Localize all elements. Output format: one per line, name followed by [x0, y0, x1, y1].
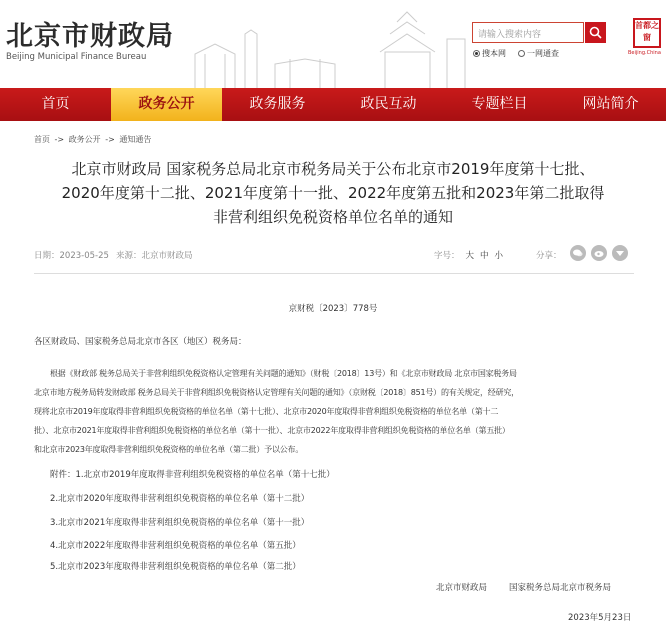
breadcrumb-home[interactable]: 首页: [34, 135, 50, 144]
wechat-icon[interactable]: [570, 245, 586, 261]
sign-date: 2023年5月23日: [568, 613, 632, 623]
search-input[interactable]: 请输入搜索内容: [472, 22, 584, 43]
nav-about[interactable]: 网站简介: [582, 96, 639, 112]
breadcrumb-government-affairs[interactable]: 政务公开: [68, 135, 101, 144]
radio-site-label: 搜本网: [482, 49, 506, 58]
signer-tax-bureau: 国家税务总局北京市税务局: [509, 583, 612, 593]
document-number: 京财税〔2023〕778号: [288, 304, 378, 314]
site-header: [0, 0, 666, 88]
capital-window-english: Beijing.China: [628, 50, 661, 56]
breadcrumb: [34, 134, 153, 145]
body-paragraph: [34, 364, 634, 459]
nav-government-affairs[interactable]: 政务公开: [111, 88, 222, 121]
font-size-medium[interactable]: 中: [480, 251, 489, 261]
title-line: 北京市财政局 国家税务总局北京市税务局关于公布北京市2019年度第十七批、: [71, 160, 595, 178]
paragraph-line: 根据《财政部 税务总局关于非营利组织免税资格认定管理有关问题的通知》（财税〔2018〕13号）和《北京市财政局 北京市国家税务局: [50, 369, 517, 378]
radio-dot-checked: [473, 50, 480, 57]
font-size-control: [434, 249, 503, 261]
weibo-icon[interactable]: [591, 245, 607, 261]
paragraph-line: 北京市地方税务局转发财政部 税务总局关于非营利组织免税资格认定管理有关问题的通知》（京财税〔2018〕851号）的有关规定，经研究，: [34, 388, 519, 397]
attachment-link[interactable]: 5.北京市2023年度取得非营利组织免税资格的单位名单（第二批）: [50, 562, 301, 572]
nav-home[interactable]: 首页: [41, 96, 70, 112]
radio-all-label: 一网通查: [527, 49, 559, 58]
attachment-link[interactable]: 3.北京市2021年度取得非营利组织免税资格的单位名单（第十一批）: [50, 518, 310, 528]
nav-special-topics[interactable]: 专题栏目: [471, 96, 528, 112]
radio-site-search[interactable]: [473, 48, 506, 59]
search-icon: [589, 26, 602, 39]
breadcrumb-separator: ->: [54, 135, 65, 144]
search-scope: [473, 48, 559, 59]
publish-date: 日期：2023-05-25: [34, 251, 109, 261]
nav-interaction[interactable]: 政民互动: [360, 96, 417, 112]
paragraph-line: 现将北京市2019年度取得非营利组织免税资格的单位名单（第十七批）、北京市2020年度取得非营利组织免税资格的单位名单（第十二: [34, 407, 499, 416]
seal-text: 首都之窗: [635, 21, 659, 42]
radio-dot-unchecked: [518, 50, 525, 57]
article-source: 来源：北京市财政局: [116, 251, 193, 261]
attachment-link[interactable]: 4.北京市2022年度取得非营利组织免税资格的单位名单（第五批）: [50, 541, 301, 551]
nav-services[interactable]: 政务服务: [249, 96, 306, 112]
paragraph-line: 批）、北京市2021年度取得非营利组织免税资格的单位名单（第十一批）、北京市2022年度取得非营利组织免税资格的单位名单（第五批）: [34, 426, 510, 435]
skyline-illustration: [185, 4, 475, 88]
title-line: 2020年度第十二批、2021年度第十一批、2022年度第五批和2023年第二批取得: [61, 184, 605, 202]
search-button[interactable]: [585, 22, 606, 43]
paragraph-line: 和北京市2023年度取得非营利组织免税资格的单位名单（第二批）予以公布。: [34, 445, 304, 454]
attachment-link[interactable]: 附件：1.北京市2019年度取得非营利组织免税资格的单位名单（第十七批）: [50, 470, 335, 480]
share-label: 分享：: [536, 251, 562, 261]
share-buttons: [570, 245, 628, 261]
main-nav: [0, 88, 666, 121]
signature-block: [436, 581, 611, 593]
site-logo-english: Beijing Municipal Finance Bureau: [6, 52, 147, 62]
more-share-icon[interactable]: [612, 245, 628, 261]
font-size-large[interactable]: 大: [465, 251, 475, 261]
attachment-link[interactable]: 2.北京市2020年度取得非营利组织免税资格的单位名单（第十二批）: [50, 494, 310, 504]
font-size-small[interactable]: 小: [494, 251, 504, 261]
capital-window-logo[interactable]: [633, 18, 661, 48]
font-size-label: 字号：: [434, 251, 460, 261]
addressee: 各区财政局、国家税务总局北京市各区（地区）税务局：: [34, 337, 247, 347]
article-title: [20, 157, 646, 229]
signer-finance-bureau: 北京市财政局: [436, 583, 488, 593]
title-line: 非营利组织免税资格单位名单的通知: [212, 208, 453, 226]
breadcrumb-notices[interactable]: 通知通告: [119, 135, 152, 144]
radio-all-search[interactable]: [518, 48, 559, 59]
breadcrumb-separator: ->: [105, 135, 115, 144]
meta-divider: [34, 273, 634, 274]
site-logo[interactable]: 北京市财政局: [6, 21, 174, 52]
